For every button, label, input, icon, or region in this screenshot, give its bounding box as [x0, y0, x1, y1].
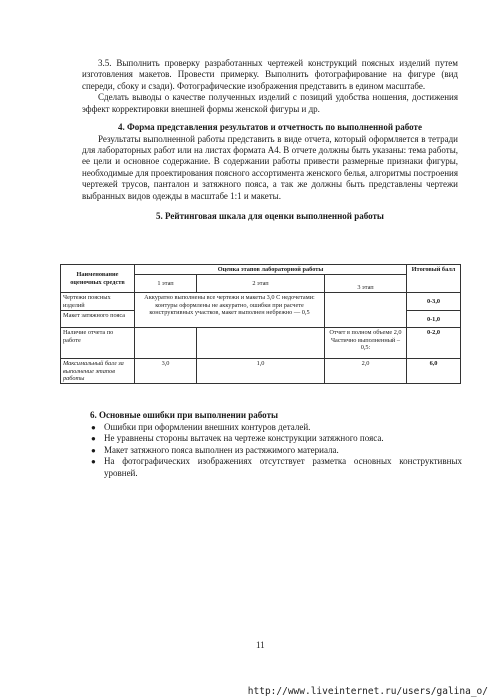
- row-max-total: 6,0: [407, 359, 461, 384]
- row-report-total: 0-2,0: [407, 328, 461, 359]
- header-stage-2: 2 этап: [197, 275, 325, 293]
- header-stage-3: 3 этап: [325, 275, 407, 293]
- header-stages: Оценка этапов лабораторной работы: [135, 265, 407, 275]
- section-6-title: 6. Основные ошибки при выполнении работы: [90, 410, 279, 420]
- row-drawings-stage-3: [325, 293, 407, 328]
- list-item: ● Макет затяжного пояса выполнен из растяжимого материала.: [91, 444, 339, 455]
- row-mockup-name: Макет затяжного пояса: [61, 311, 135, 328]
- list-item: ● Ошибки при оформлении внешних контуров деталей.: [91, 421, 311, 432]
- section-4-text: Результаты выполненной работы представить в виде отчета, который оформляется в тетради для лабораторных работ или на листах формата А4. В отчете должны быть указаны: тема работы, ее цели и основное содержание. В содержании работы привести размерные признаки фигуры, необходимые для проектирования поясного ассортимента женского белья, алгоритмы построения чертежей трусов, панталон и затяжного пояса, а так же должны быть представлены чертежи выбранных видов одежды в масштабе 1:1 и макеты.: [82, 133, 458, 201]
- row-drawings-name: Чертежи поясных изделий: [61, 293, 135, 311]
- header-name: Наименование оценочных средств: [61, 265, 135, 293]
- section-4-title: 4. Форма представления результатов и отчетность по выполненной работе: [118, 122, 422, 133]
- bullet-icon: ●: [91, 434, 96, 444]
- row-drawings-criteria: Аккуратно выполнены все чертежи и макеты 3,0 С недочетами: контуры оформлены не аккуратно, ошибки при расчете конструктивных участков, макет выполнен небрежно — 0,5: [135, 293, 325, 328]
- row-max-name: Максимальный балл за выполнение этапов работы: [61, 359, 135, 384]
- header-total: Итоговый балл: [407, 265, 461, 293]
- table-row: [61, 328, 461, 359]
- rating-table: [60, 264, 461, 384]
- table-header-row: [61, 265, 461, 275]
- list-item: ● На фотографических изображениях отсутствует разметка основных конструктивных уровней.: [91, 456, 462, 478]
- intro-paragraph-1: 3.5. Выполнить проверку разработанных чертежей конструкций поясных изделий путем изготовления макетов. Провести примерку. Выполнить фотографирование на фигуре (вид спереди, сбоку и сзади). Фотографические изображения представить в едином масштабе.: [82, 58, 458, 91]
- table-row: [61, 359, 461, 384]
- bullet-icon: ●: [91, 445, 96, 455]
- row-max-stage-3: 2,0: [325, 359, 407, 384]
- intro-paragraph-2: Сделать выводы о качестве полученных изделий с позиций удобства ношения, достижения эффект корректировки внешней формы женской фигуры и др.: [82, 92, 458, 114]
- header-stage-1: 1 этап: [135, 275, 197, 293]
- row-report-name: Наличие отчета по работе: [61, 328, 135, 359]
- row-report-stage-2: [197, 328, 325, 359]
- main-text: [82, 58, 458, 223]
- watermark-url: http://www.liveinternet.ru/users/galina_o/: [247, 686, 488, 697]
- row-max-stage-1: 3,0: [135, 359, 197, 384]
- row-drawings-total: 0-3,0: [407, 293, 461, 311]
- row-max-stage-2: 1,0: [197, 359, 325, 384]
- section-5-title: 5. Рейтинговая шкала для оценки выполненной работы: [156, 211, 384, 222]
- errors-list: [90, 422, 462, 480]
- bullet-icon: ●: [91, 422, 96, 432]
- row-mockup-total: 0-1,0: [407, 311, 461, 328]
- bullet-icon: ●: [91, 457, 96, 467]
- section-6: [90, 410, 462, 480]
- row-report-stage-3: Отчет в полном объеме 2,0 Частично выполненный – 0,5:: [325, 328, 407, 359]
- table-row: [61, 293, 461, 311]
- list-item: ● Не уравнены стороны вытачек на чертеже конструкции затяжного пояса.: [91, 433, 384, 444]
- row-report-stage-1: [135, 328, 197, 359]
- page-number: 11: [256, 640, 265, 650]
